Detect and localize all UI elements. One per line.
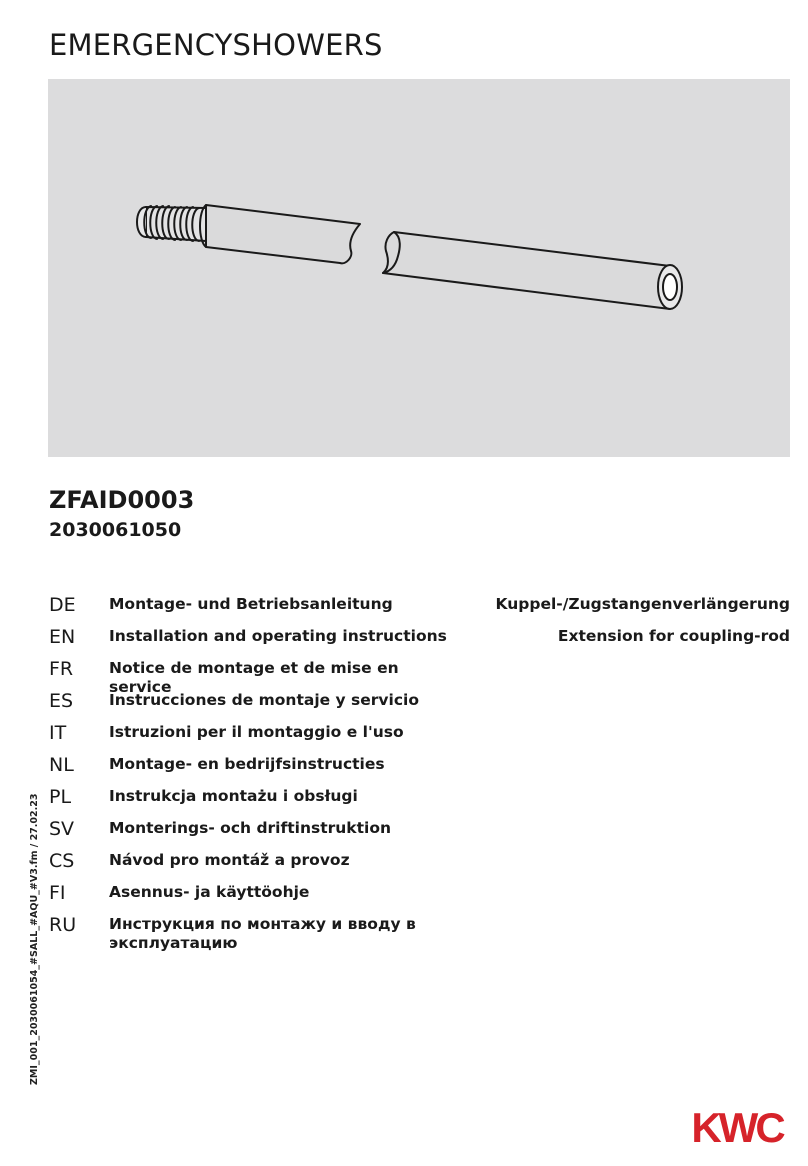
language-description: Montage- en bedrijfsinstructies: [109, 755, 385, 773]
rod-right-segment: [383, 232, 670, 309]
language-row-en: [49, 625, 790, 657]
language-description: Montage- und Betriebsanleitung: [109, 595, 393, 613]
product-illustration: [48, 79, 790, 457]
language-description: Istruzioni per il montaggio e l'uso: [109, 723, 404, 741]
language-row-it: [49, 721, 790, 753]
rod-left-segment: [200, 205, 360, 263]
product-name: Kuppel-/Zugstangenverlängerung: [495, 595, 790, 613]
language-list: [49, 593, 790, 961]
extension-rod-drawing: [48, 79, 790, 457]
language-row-de: [49, 593, 790, 625]
language-row-cs: [49, 849, 790, 881]
language-row-pl: [49, 785, 790, 817]
language-code: EN: [49, 626, 76, 648]
document-file-reference: ZMI_001_2030061054_#SALL_#AQU_#V3.fm / 27.02.23: [29, 793, 40, 1085]
rod-open-end: [658, 265, 682, 309]
language-description: Notice de montage et de mise en service: [109, 659, 399, 696]
language-code: IT: [49, 722, 67, 744]
language-code: PL: [49, 786, 72, 808]
language-code: FI: [49, 882, 66, 904]
model-number: ZFAID0003: [49, 486, 195, 514]
threaded-end: [137, 206, 206, 241]
article-number: 2030061050: [49, 519, 182, 541]
language-row-fi: [49, 881, 790, 913]
language-row-nl: [49, 753, 790, 785]
kwc-logo-text: KWC: [691, 1104, 783, 1148]
language-row-es: [49, 689, 790, 721]
language-description: Asennus- ja käyttöohje: [109, 883, 310, 901]
language-description: Instrucciones de montaje y servicio: [109, 691, 419, 709]
language-description: Monterings- och driftinstruktion: [109, 819, 392, 837]
language-code: ES: [49, 690, 74, 712]
product-name: Extension for coupling-rod: [557, 627, 790, 645]
language-code: CS: [49, 850, 75, 872]
language-description: Instrukcja montażu i obsługi: [109, 787, 358, 805]
language-code: FR: [49, 658, 74, 680]
language-row-fr: [49, 657, 790, 696]
language-code: DE: [49, 594, 76, 616]
language-code: RU: [49, 914, 77, 936]
kwc-logo: [682, 1104, 792, 1148]
language-row-ru: [49, 913, 790, 961]
language-code: NL: [49, 754, 74, 776]
language-description: Návod pro montáž a provoz: [109, 851, 350, 869]
document-title: EMERGENCYSHOWERS: [49, 28, 383, 62]
language-description: Installation and operating instructions: [109, 627, 447, 645]
language-code: SV: [49, 818, 75, 840]
language-row-sv: [49, 817, 790, 849]
language-description: Инструкция по монтажу и вводу в эксплуатацию: [109, 915, 416, 952]
